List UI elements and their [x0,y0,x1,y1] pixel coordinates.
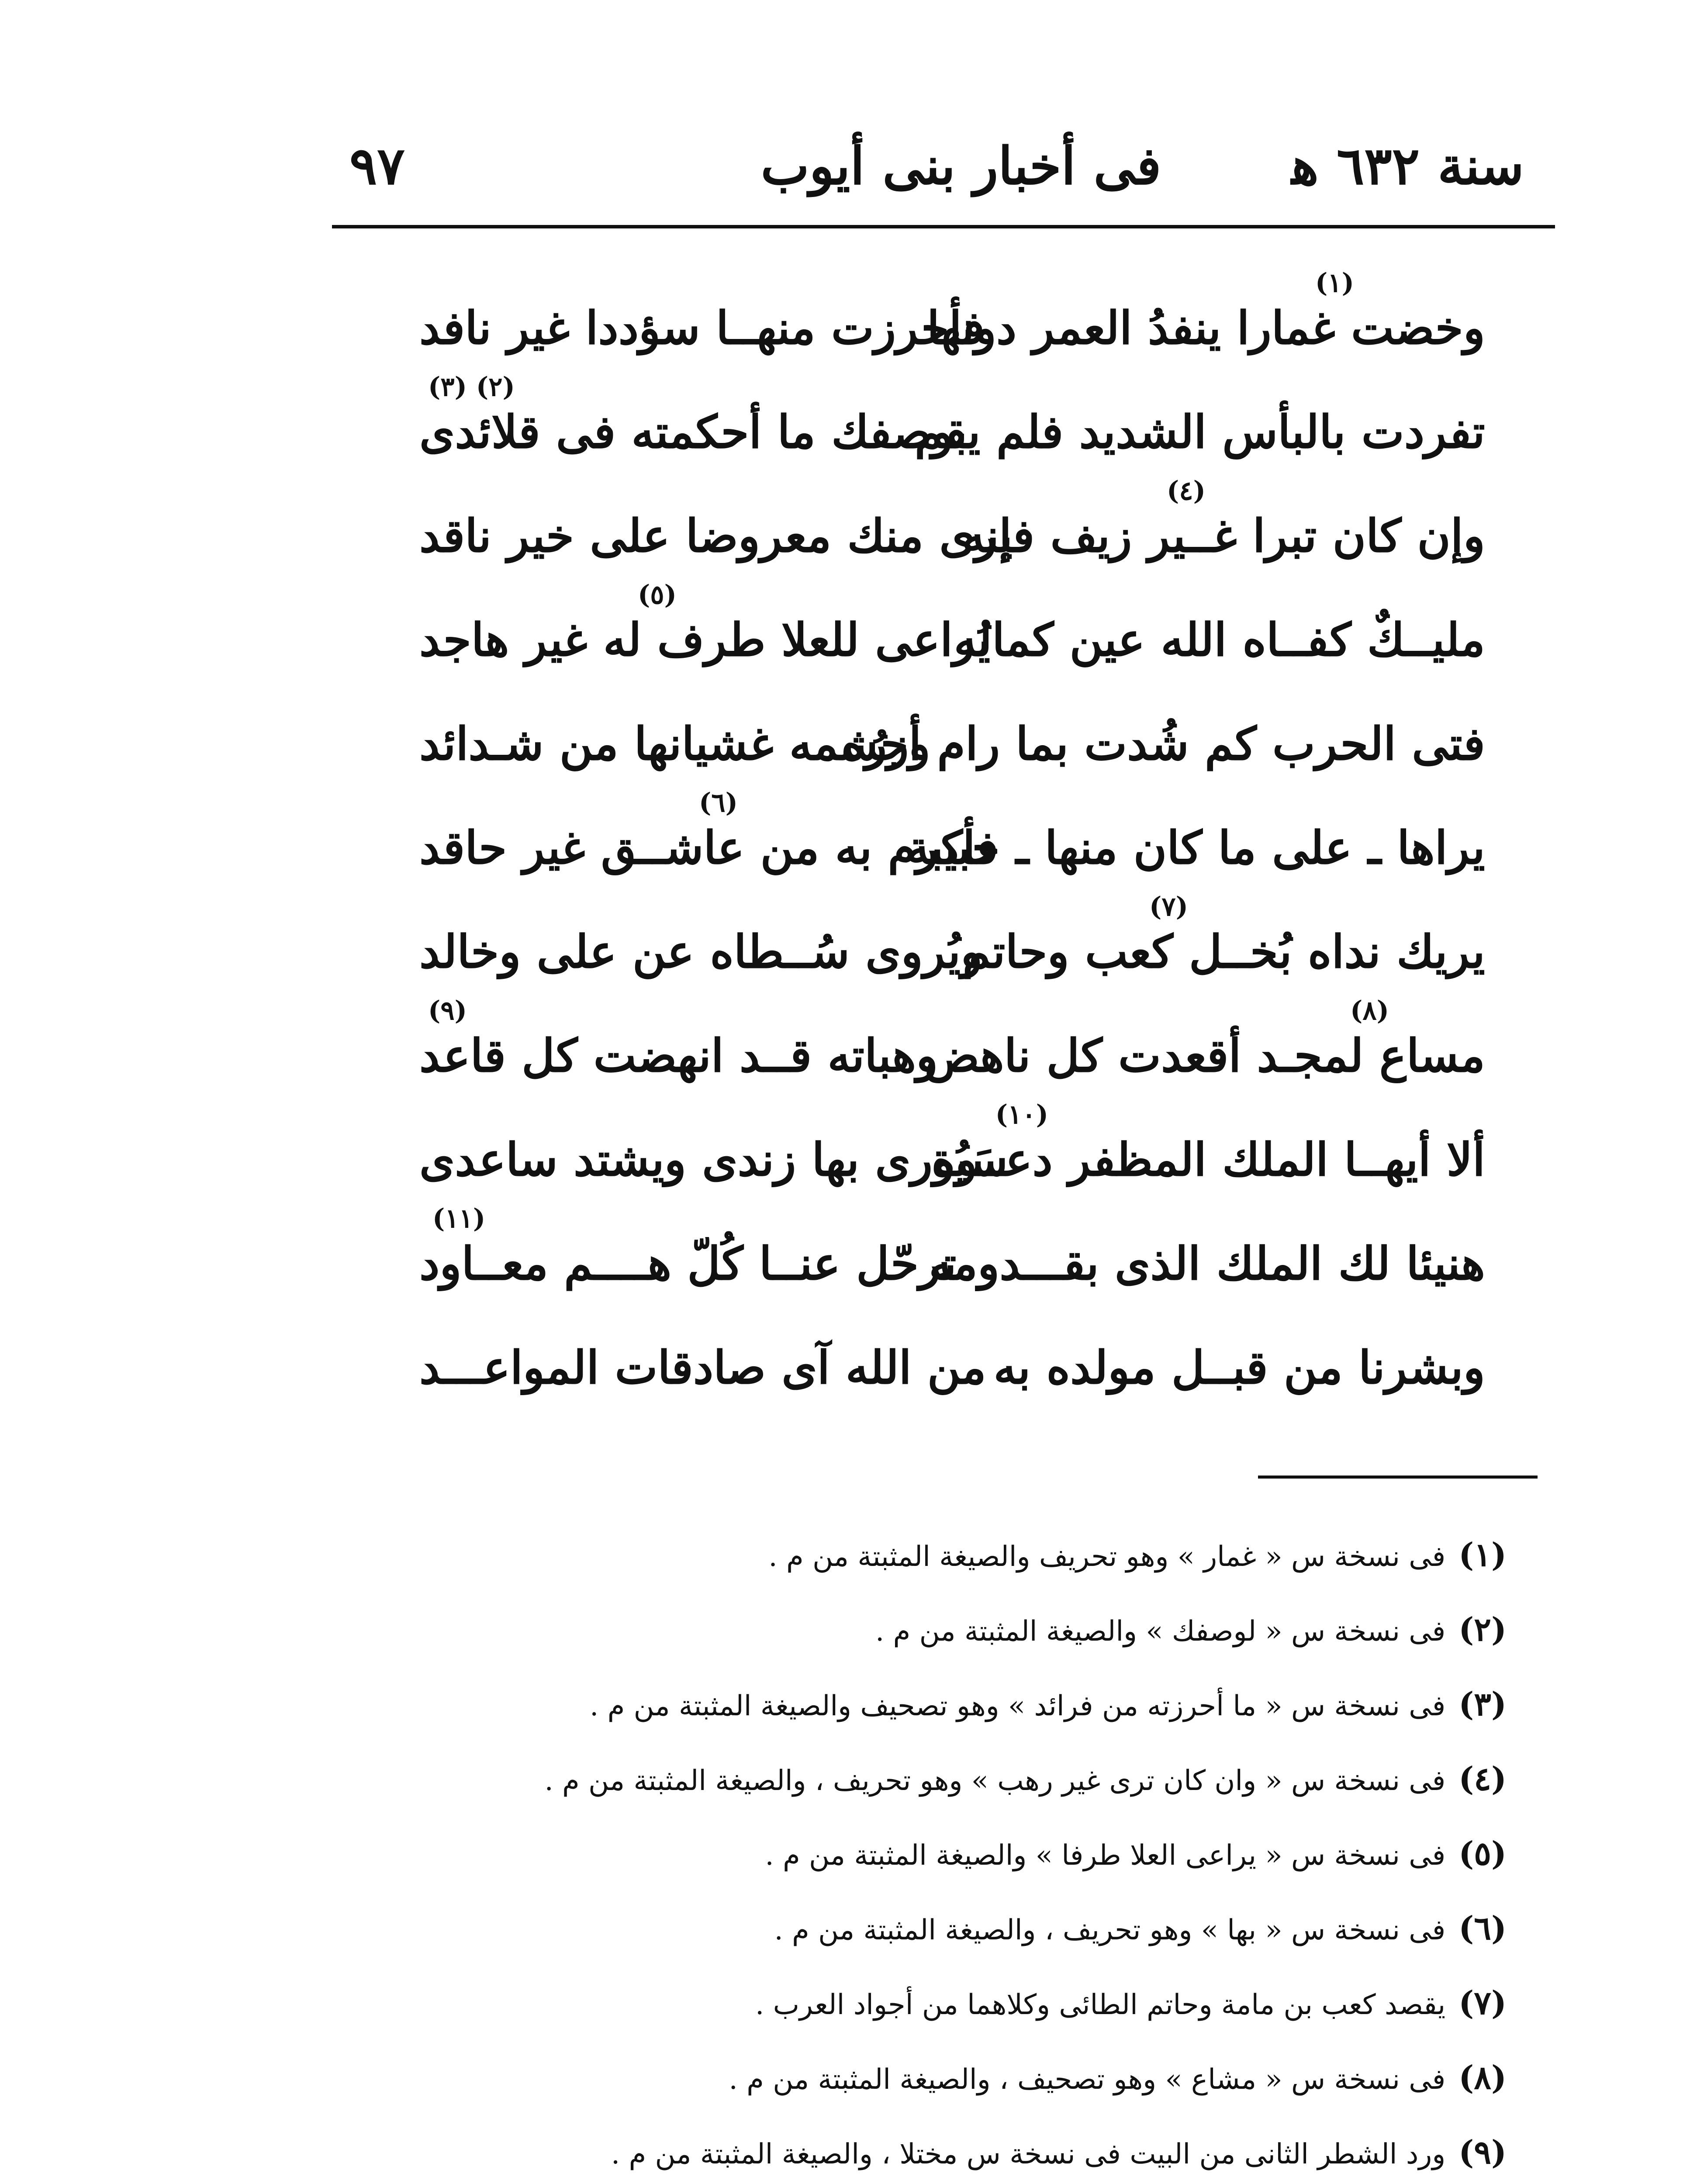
second-hemistich: سَيُورى بها زندى ويشتد ساعدى [419,1133,1008,1186]
first-hemistich: وخضت غمارا ينفدُ العمر دونها [927,301,1485,355]
first-hemistich: مساع لمجـد أقعدت كل ناهض [924,1029,1485,1082]
verse [393,890,1485,994]
second-hemistich: من الله آى صادقات المواعـــد [419,1341,986,1394]
verse [393,1202,1485,1306]
footnote-text: فى نسخة س « بها » وهو تحريف ، والصيغة المثبتة من م . [774,1914,1446,1946]
first-hemistich: فتى الحرب كم شُدت بما رام أزرُه [841,717,1485,771]
footnote-number: (١) [1458,1536,1507,1574]
footnote-number: (٣) [1458,1686,1507,1723]
first-hemistich: مليــكٌ كفــاه الله عين كماله [954,613,1485,667]
poem [393,266,1485,1410]
second-hemistich: وجشمه غشيانها من شـدائد [419,717,931,771]
second-hemistich: يرى منك معروضا على خير ناقد [419,509,1013,563]
verse [393,1098,1485,1202]
footnote-number: (٧) [1458,1984,1507,2022]
first-hemistich: هنيئا لك الملك الذى بقـــدومه [929,1237,1485,1290]
running-title: فى أخبار بنى أيوب [760,135,1161,196]
year-heading: سنة ٦٣٢ ﻫ [1291,135,1524,196]
footnote-number: (٦) [1458,1910,1507,1947]
footnote [218,1753,1507,1828]
footnote-number: (٢) [1458,1611,1507,1648]
first-hemistich: ألا أيهــا الملك المظفر دعــوة [931,1133,1485,1186]
footnote-mark: (١) [1315,268,1354,298]
header-rule [332,225,1555,228]
footnote [218,1678,1507,1753]
second-hemistich: بوصفك ما أحكمته فى قلائدى [419,405,968,459]
footnote-mark: (١٠) [995,1099,1048,1130]
first-hemistich: تفردت بالبأس الشديد فلم يقم [915,405,1485,459]
footnote [218,2126,1507,2184]
footnote-text: يقصد كعب بن مامة وحاتم الطائى وكلاهما من أجواد العرب . [755,1989,1446,2021]
verse [393,266,1485,370]
first-hemistich: وبشرنا من قبــل مولده به [993,1341,1485,1394]
verse [393,370,1485,474]
footnote-mark: (٢) (٣) [428,372,515,402]
footnote-text: فى نسخة س « ما أحرزته من فرائد » وهو تصحيف والصيغة المثبتة من م . [590,1690,1446,1722]
second-hemistich: يُراعى للعلا طرف له غير هاجد [419,613,991,667]
footnote-mark: (٥) [638,580,677,610]
footnote-number: (٩) [1458,2134,1507,2171]
verse [393,474,1485,578]
footnote-number: (٤) [1458,1760,1507,1798]
footnote-mark: (٨) [1350,995,1389,1026]
second-hemistich: فأكرم به من عاشــق غير حاقد [419,821,999,874]
footnote-text: فى نسخة س « وان كان ترى غير رهب » وهو تحريف ، والصيغة المثبتة من م . [544,1765,1446,1797]
verse [393,786,1485,890]
footnote-text: فى نسخة س « مشاع » وهو تصحيف ، والصيغة المثبتة من م . [729,2063,1446,2096]
first-hemistich: يراها ـ على ما كان منها ـ حبيبة [906,821,1485,874]
footnote-mark: (٧) [1149,892,1188,922]
verse [393,682,1485,786]
second-hemistich: وهباته قــد انهضت كل قاعد [419,1029,938,1082]
verse [393,1306,1485,1410]
footnote-number: (٨) [1458,2059,1507,2097]
verse [393,994,1485,1098]
footnote-mark: (٩) [428,995,467,1026]
verse [393,578,1485,682]
footnote-text: فى نسخة س « يراعى العلا طرفا » والصيغة المثبتة من م . [765,1839,1446,1872]
footnote-separator [1258,1476,1538,1479]
footnote-text: فى نسخة س « لوصفك » والصيغة المثبتة من م . [875,1615,1446,1648]
first-hemistich: يريك نداه بُخــل كعب وحاتم [962,925,1485,978]
footnote [218,1977,1507,2052]
second-hemistich: ويُروى سُــطاه عن على وخالد [419,925,983,978]
footnote [218,1603,1507,1678]
footnote-text: فى نسخة س « غمار » وهو تحريف والصيغة المثبتة من م . [768,1541,1446,1573]
footnote [218,1902,1507,1977]
footnote-text: ورد الشطر الثانى من البيت فى نسخة س مختلا ، والصيغة المثبتة من م . [611,2138,1446,2170]
footnote-number: (٥) [1458,1835,1507,1873]
footnote [218,1529,1507,1603]
page-number: ٩٧ [349,135,405,196]
footnote-mark: (٤) [1166,476,1206,506]
footnote-mark: (٦) [699,788,738,818]
footnote [218,2052,1507,2126]
footnote-mark: (١١) [432,1203,486,1234]
footnote [218,1828,1507,1902]
first-hemistich: وإن كان تبرا غــير زيف فإنه [962,509,1485,563]
second-hemistich: ترحّل عنــا كُلّ هــــم معــاود [419,1237,957,1290]
footnotes [218,1529,1507,2184]
second-hemistich: فأحرزت منهــا سؤددا غير نافد [419,301,985,355]
